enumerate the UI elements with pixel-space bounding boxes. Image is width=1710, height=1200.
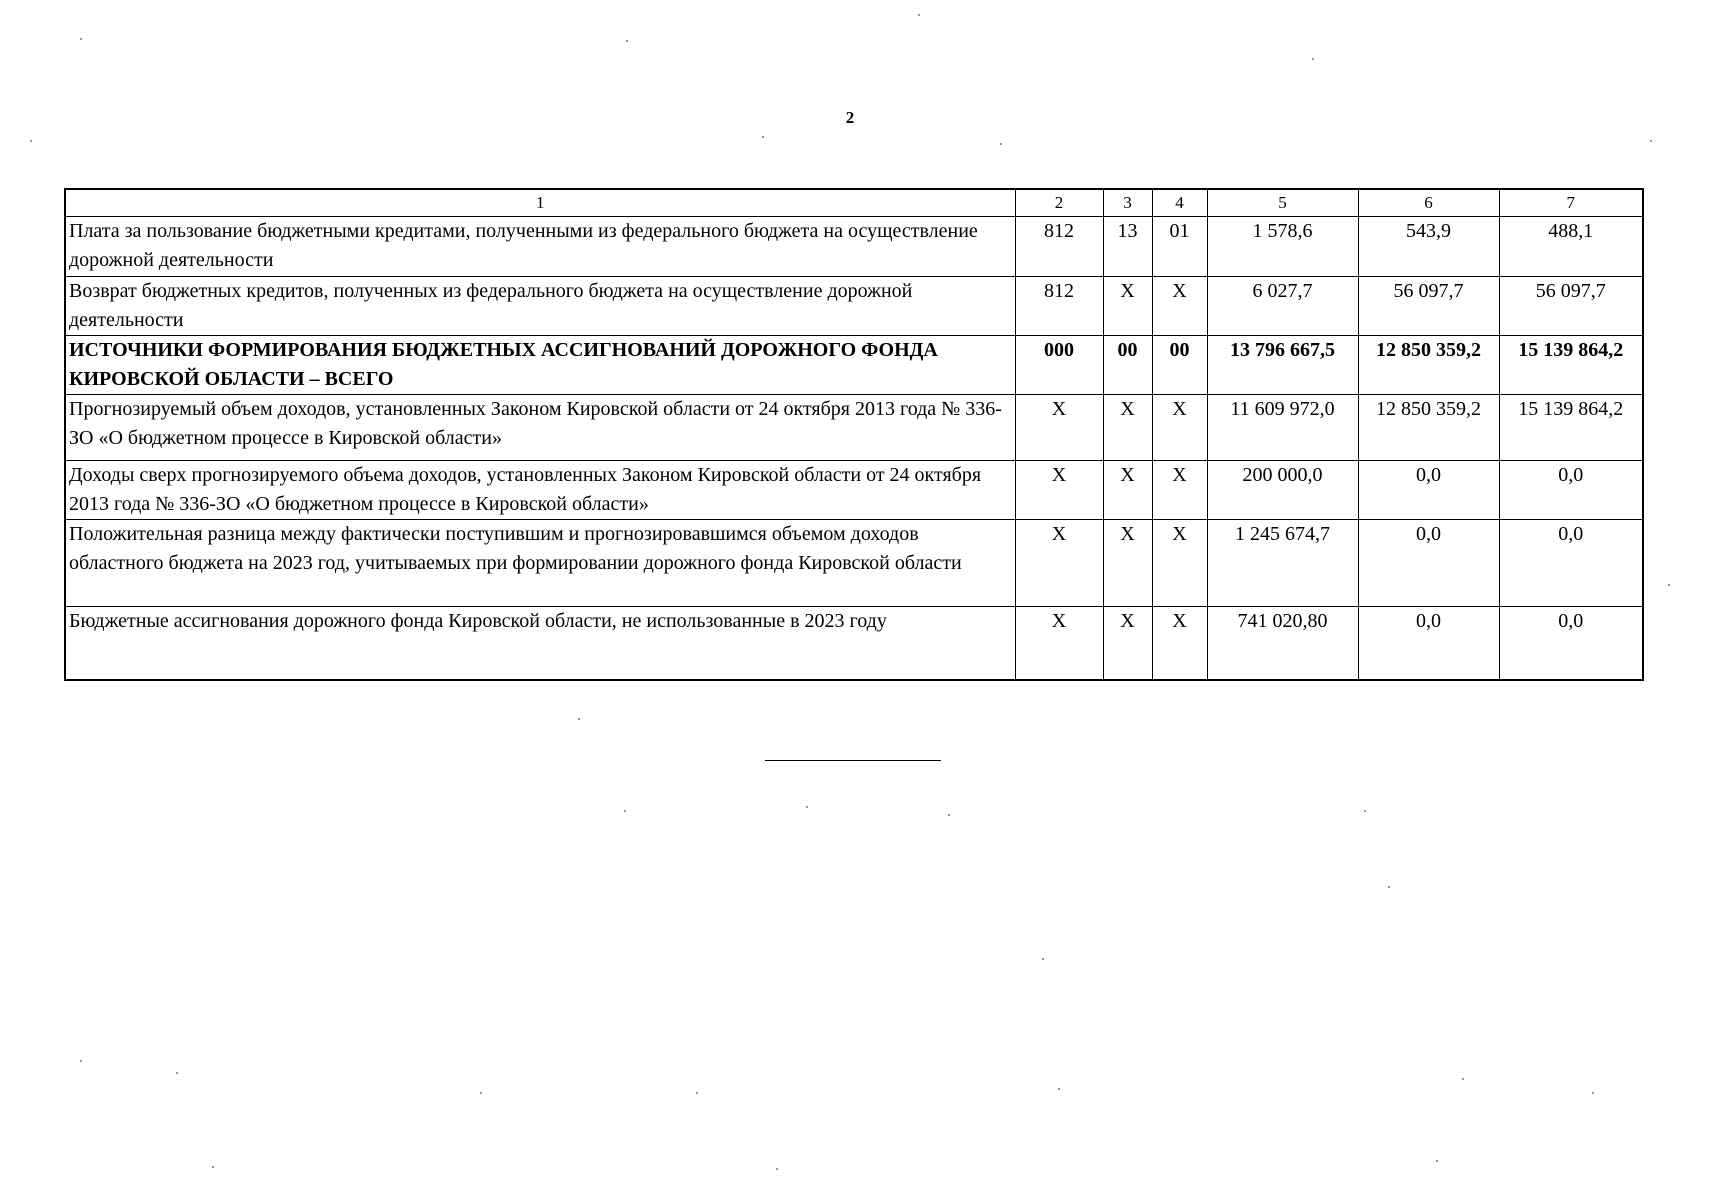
column-header: 6 [1358,189,1499,217]
cell-col-7: 488,1 [1499,217,1643,277]
column-header: 3 [1103,189,1152,217]
cell-col-3: X [1103,607,1152,680]
cell-col-3: X [1103,395,1152,461]
cell-col-6: 0,0 [1358,461,1499,520]
scan-speck [1668,584,1670,586]
row-name: Бюджетные ассигнования дорожного фонда Кировской области, не использованные в 2023 году [65,607,1015,680]
cell-col-3: X [1103,277,1152,336]
cell-col-7: 15 139 864,2 [1499,336,1643,395]
cell-col-5: 741 020,80 [1207,607,1358,680]
cell-col-2: 000 [1015,336,1103,395]
scan-speck [1388,886,1390,888]
column-header: 1 [65,189,1015,217]
cell-col-4: X [1152,461,1207,520]
cell-col-2: X [1015,520,1103,607]
scan-speck [1650,140,1652,142]
table-row [65,217,1643,277]
cell-col-4: 00 [1152,336,1207,395]
cell-col-6: 0,0 [1358,607,1499,680]
cell-col-6: 12 850 359,2 [1358,395,1499,461]
scan-speck [626,40,628,42]
cell-col-2: X [1015,395,1103,461]
scan-speck [696,1092,698,1094]
scan-speck [1058,1088,1060,1090]
cell-col-7: 0,0 [1499,607,1643,680]
scan-speck [1364,810,1366,812]
table-row [65,461,1643,520]
column-header: 5 [1207,189,1358,217]
scan-speck [948,814,950,816]
cell-col-3: X [1103,461,1152,520]
cell-col-5: 1 578,6 [1207,217,1358,277]
table-row [65,395,1643,461]
cell-col-2: 812 [1015,217,1103,277]
table-row [65,607,1643,680]
cell-col-2: X [1015,461,1103,520]
scan-speck [30,140,32,142]
scan-speck [1312,58,1314,60]
column-number-row [65,189,1643,217]
column-header: 7 [1499,189,1643,217]
row-name: Доходы сверх прогнозируемого объема доходов, установленных Законом Кировской области от 24 октября 2013 года № 336-ЗО «О бюджетном процессе в Кировской области» [65,461,1015,520]
cell-col-7: 15 139 864,2 [1499,395,1643,461]
cell-col-7: 0,0 [1499,461,1643,520]
cell-col-5: 1 245 674,7 [1207,520,1358,607]
scan-speck [80,1060,82,1062]
cell-col-2: 812 [1015,277,1103,336]
row-name: Положительная разница между фактически поступившим и прогнозировавшимся объемом доходов областного бюджета на 2023 год, учитываемых при формировании дорожного фонда Кировской области [65,520,1015,607]
cell-col-6: 543,9 [1358,217,1499,277]
page-number: 2 [845,108,855,127]
scan-speck [578,718,580,720]
table-row [65,520,1643,607]
cell-col-5: 11 609 972,0 [1207,395,1358,461]
scan-speck [1462,1078,1464,1080]
row-name: Прогнозируемый объем доходов, установленных Законом Кировской области от 24 октября 2013 года № 336-ЗО «О бюджетном процессе в Кировской области» [65,395,1015,461]
scan-speck [80,38,82,40]
column-header: 4 [1152,189,1207,217]
scan-speck [176,1072,178,1074]
column-header: 2 [1015,189,1103,217]
scan-speck [806,806,808,808]
cell-col-6: 56 097,7 [1358,277,1499,336]
cell-col-4: 01 [1152,217,1207,277]
cell-col-2: X [1015,607,1103,680]
scan-speck [1000,143,1002,145]
scan-speck [918,14,920,16]
cell-col-3: 13 [1103,217,1152,277]
scan-speck [1592,1092,1594,1094]
scan-speck [212,1166,214,1168]
table-row-total [65,336,1643,395]
cell-col-4: X [1152,395,1207,461]
scan-speck [624,810,626,812]
cell-col-7: 0,0 [1499,520,1643,607]
scan-speck [1042,958,1044,960]
table-row [65,277,1643,336]
cell-col-7: 56 097,7 [1499,277,1643,336]
cell-col-5: 13 796 667,5 [1207,336,1358,395]
budget-table [64,188,1644,681]
cell-col-5: 6 027,7 [1207,277,1358,336]
cell-col-4: X [1152,520,1207,607]
cell-col-4: X [1152,607,1207,680]
cell-col-3: 00 [1103,336,1152,395]
scan-speck [480,1092,482,1094]
scan-speck [776,1168,778,1170]
scan-speck [1436,1160,1438,1162]
cell-col-6: 0,0 [1358,520,1499,607]
row-name: Возврат бюджетных кредитов, полученных из федерального бюджета на осуществление дорожной деятельности [65,277,1015,336]
cell-col-4: X [1152,277,1207,336]
row-name: ИСТОЧНИКИ ФОРМИРОВАНИЯ БЮДЖЕТНЫХ АССИГНОВАНИЙ ДОРОЖНОГО ФОНДА КИРОВСКОЙ ОБЛАСТИ – ВСЕГО [65,336,1015,395]
cell-col-5: 200 000,0 [1207,461,1358,520]
cell-col-6: 12 850 359,2 [1358,336,1499,395]
cell-col-3: X [1103,520,1152,607]
scan-speck [762,136,764,138]
row-name: Плата за пользование бюджетными кредитами, полученными из федерального бюджета на осуществление дорожной деятельности [65,217,1015,277]
closing-divider-line [765,760,941,761]
